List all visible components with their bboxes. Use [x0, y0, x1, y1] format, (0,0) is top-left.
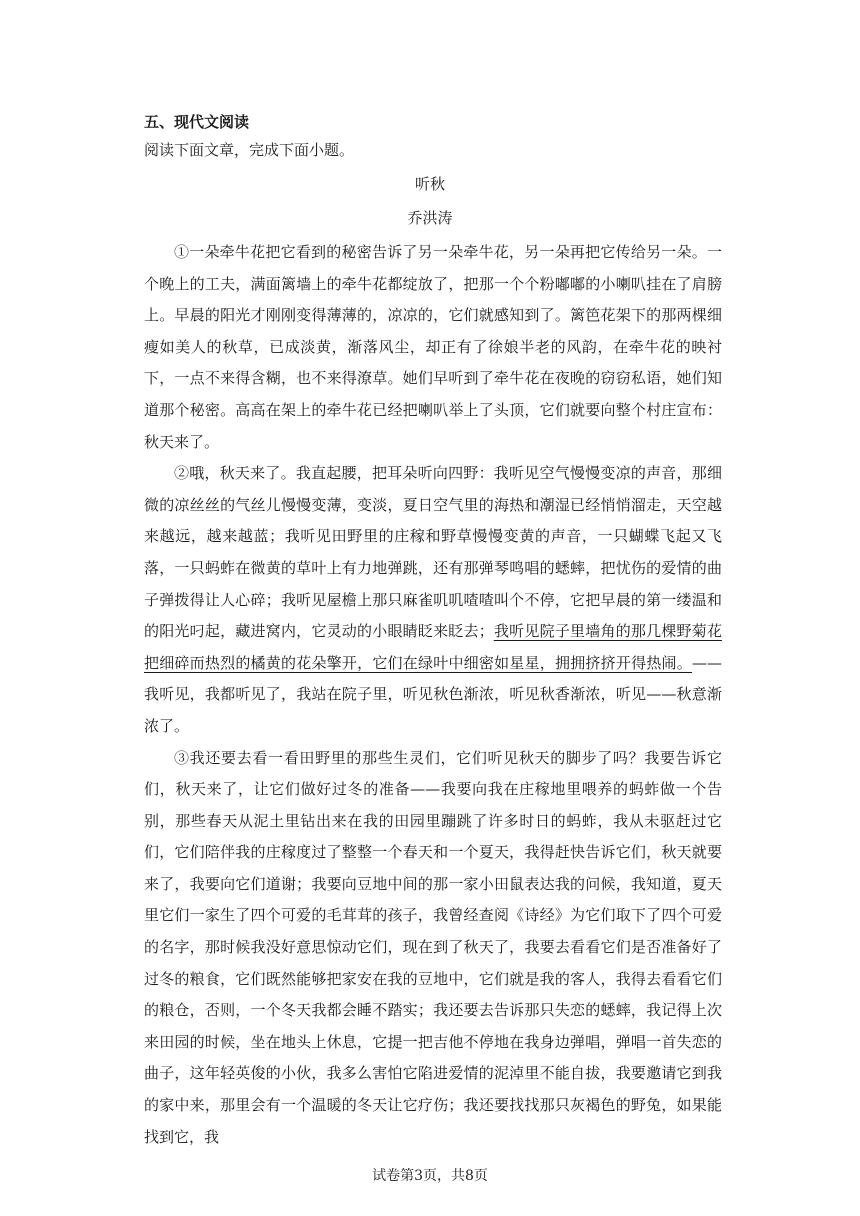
article-author: 乔洪涛 [407, 209, 453, 227]
article-title: 听秋 [414, 175, 445, 193]
paragraph-2-text-after: ——我听见，我都听见了，我站在院子里，听见秋色渐浓，听见秋香渐浓，听见——秋意渐浓了。 [144, 653, 722, 735]
page-footer: 试卷第3页，共8页 [372, 1168, 488, 1184]
reading-instruction: 阅读下面文章，完成下面小题。 [144, 141, 355, 159]
paragraph-3: ③我还要去看一看田野里的那些生灵们，它们听见秋天的脚步了吗？我要告诉它们，秋天来了，让它们做好过冬的准备——我要向我在庄稼地里喂养的蚂蚱做一个告别，那些春天从泥土里钻出来在我的田园里蹦跳了许多时日的蚂蚱，我从未驱赶过它们，它们陪伴我的庄稼度过了整整一个春天和一个夏天，我得赶快告诉它们，秋天就要来了，我要向它们道谢；我要向豆地中间的那一家小田鼠表达我的问候，我知道，夏天里它们一家生了四个可爱的毛茸茸的孩子，我曾经查阅《诗经》为它们取下了四个可爱的名字，那时候我没好意思惊动它们，现在到了秋天了，我要去看看它们是否准备好了过冬的粮食，它们既然能够把家安在我的豆地中，它们就是我的客人，我得去看看它们的粮仓，否则，一个冬天我都会睡不踏实；我还要去告诉那只失恋的蟋蟀，我记得上次来田园的时候，坐在地头上休息，它提一把吉他不停地在我身边弹唱，弹唱一首失恋的曲子，这年轻英俊的小伙，我多么害怕它陷进爱情的泥淖里不能自拔，我要邀请它到我的家中来，那里会有一个温暖的冬天让它疗伤；我还要找找那只灰褐色的野兔，如果能找到它，我 [144, 748, 722, 1146]
article-body [144, 237, 722, 1153]
underlined-sentence: 我听见院子里墙角的那几棵野菊花把细碎而热烈的橘黄的花朵擎开，它们在绿叶中细密如星星，拥拥挤挤开得热闹。 [144, 622, 722, 672]
paragraph-2 [144, 458, 722, 742]
section-title: 五、现代文阅读 [144, 113, 250, 131]
paragraph-2-text-before: ②哦，秋天来了。我直起腰，把耳朵听向四野：我听见空气慢慢变凉的声音，那细微的凉丝丝的气丝儿慢慢变薄，变淡，夏日空气里的海热和潮湿已经悄悄溜走，天空越来越远，越来越蓝；我听见田野里的庄稼和野草慢慢变黄的声音，一只蝴蝶飞起又飞落，一只蚂蚱在微黄的草叶上有力地弹跳，还有那弹琴鸣唱的蟋蟀，把忧伤的爱情的曲子弹拨得让人心碎；我听见屋檐上那只麻雀叽叽喳喳叫个不停，它把早晨的第一缕温和的阳光叼起，藏进窝内，它灵动的小眼睛眨来眨去； [144, 464, 722, 641]
paragraph-1: ①一朵牵牛花把它看到的秘密告诉了另一朵牵牛花，另一朵再把它传给另一朵。一个晚上的工夫，满面篱墙上的牵牛花都绽放了，把那一个个粉嘟嘟的小喇叭挂在了肩膀上。早晨的阳光才刚刚变得薄薄的，凉凉的，它们就感知到了。篱笆花架下的那两棵细瘦如美人的秋草，已成淡黄，渐落风尘，却正有了徐娘半老的风韵，在牵牛花的映衬下，一点不来得含糊，也不来得潦草。她们早听到了牵牛花在夜晚的窃窃私语，她们知道那个秘密。高高在架上的牵牛花已经把喇叭举上了头顶，它们就要向整个村庄宣布：秋天来了。 [144, 243, 722, 451]
